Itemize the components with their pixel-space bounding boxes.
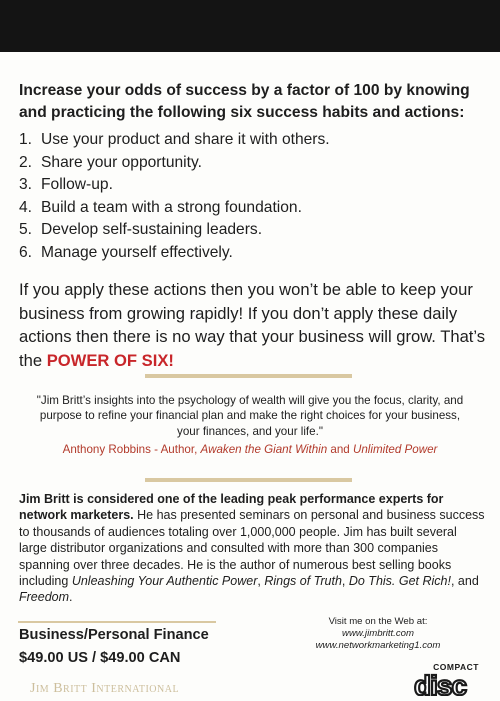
- compact-disc-logo-main: disc: [413, 670, 467, 696]
- attribution-author: Anthony Robbins - Author,: [62, 443, 201, 456]
- website-link-1[interactable]: www.jimbritt.com: [342, 628, 414, 640]
- attribution-book-1: Awaken the Giant Within: [200, 443, 328, 456]
- list-item: [19, 174, 330, 197]
- list-text: Build a team with a strong foundation.: [41, 198, 302, 216]
- list-item: [19, 242, 330, 265]
- list-item: [19, 219, 330, 242]
- divider-middle: [145, 478, 352, 482]
- product-category: Business/Personal Finance: [19, 627, 209, 643]
- top-dark-band: [0, 0, 500, 52]
- web-info: [288, 616, 468, 653]
- list-number: 3.: [19, 176, 33, 194]
- web-label: Visit me on the Web at:: [328, 616, 428, 627]
- divider-top: [145, 374, 352, 378]
- summary-text: If you apply these actions then you won’t be able to keep your business from growing rapidly! If you don’t apply these daily actions then there is no way that your business will grow. That’s the: [19, 280, 486, 370]
- bio-book-2: Rings of Truth: [264, 574, 342, 589]
- headline: Increase your odds of success by a factor of 100 by knowing and practicing the following six success habits and actions:: [19, 82, 470, 121]
- website-link-2[interactable]: www.networkmarketing1.com: [315, 640, 441, 652]
- bio-book-4: Freedom: [19, 590, 70, 605]
- bio-book-3: Do This. Get Rich!: [348, 574, 451, 589]
- publisher-brand: JIM BRITT INTERNATIONAL: [30, 681, 180, 696]
- list-number: 5.: [19, 221, 33, 239]
- list-text: Share your opportunity.: [41, 153, 202, 171]
- bio-lead: Jim Britt is considered one of the leading peak performance experts for network marketers.: [19, 492, 444, 523]
- product-price: $49.00 US / $49.00 CAN: [19, 650, 181, 666]
- bio-end: .: [69, 590, 73, 605]
- list-text: Follow-up.: [41, 176, 113, 194]
- habits-list: [19, 129, 330, 265]
- bio-separator: ,: [257, 574, 265, 589]
- bio-body: He has presented seminars on personal and business success to thousands of audiences totaling over 1,000,000 people. Jim has built several large distributor organizations and consulted with more than 300 companies spanning over three decades. He is the author of numerous best selling books including: [19, 508, 485, 589]
- attribution-book-2: Unlimited Power: [352, 443, 438, 456]
- summary-paragraph: [19, 278, 489, 372]
- list-number: 6.: [19, 243, 33, 261]
- list-item: [19, 152, 330, 175]
- power-of-six-highlight: POWER OF SIX!: [46, 350, 174, 370]
- list-text: Develop self-sustaining leaders.: [41, 221, 263, 239]
- author-bio: [19, 491, 485, 606]
- bio-separator: ,: [341, 574, 349, 589]
- list-item: [19, 129, 330, 152]
- bio-separator: , and: [450, 574, 479, 589]
- list-number: 4.: [19, 198, 33, 216]
- testimonial-attribution: [20, 442, 480, 457]
- attribution-and: and: [327, 443, 353, 456]
- price-divider: [18, 621, 216, 623]
- list-text: Manage yourself effectively.: [41, 243, 233, 261]
- list-number: 2.: [19, 153, 33, 171]
- list-number: 1.: [19, 131, 33, 148]
- bio-book-1: Unleashing Your Authentic Power: [71, 574, 258, 589]
- list-text: Use your product and share it with others.: [41, 131, 330, 148]
- testimonial-quote: "Jim Britt’s insights into the psychology of wealth will give you the focus, clarity, and purpose to refine your financial plan and make the right choices for your business, your finances, and your life.": [36, 394, 464, 438]
- list-item: [19, 197, 330, 220]
- compact-disc-logo-top: COMPACT: [433, 662, 479, 672]
- compact-disc-logo: [399, 662, 481, 696]
